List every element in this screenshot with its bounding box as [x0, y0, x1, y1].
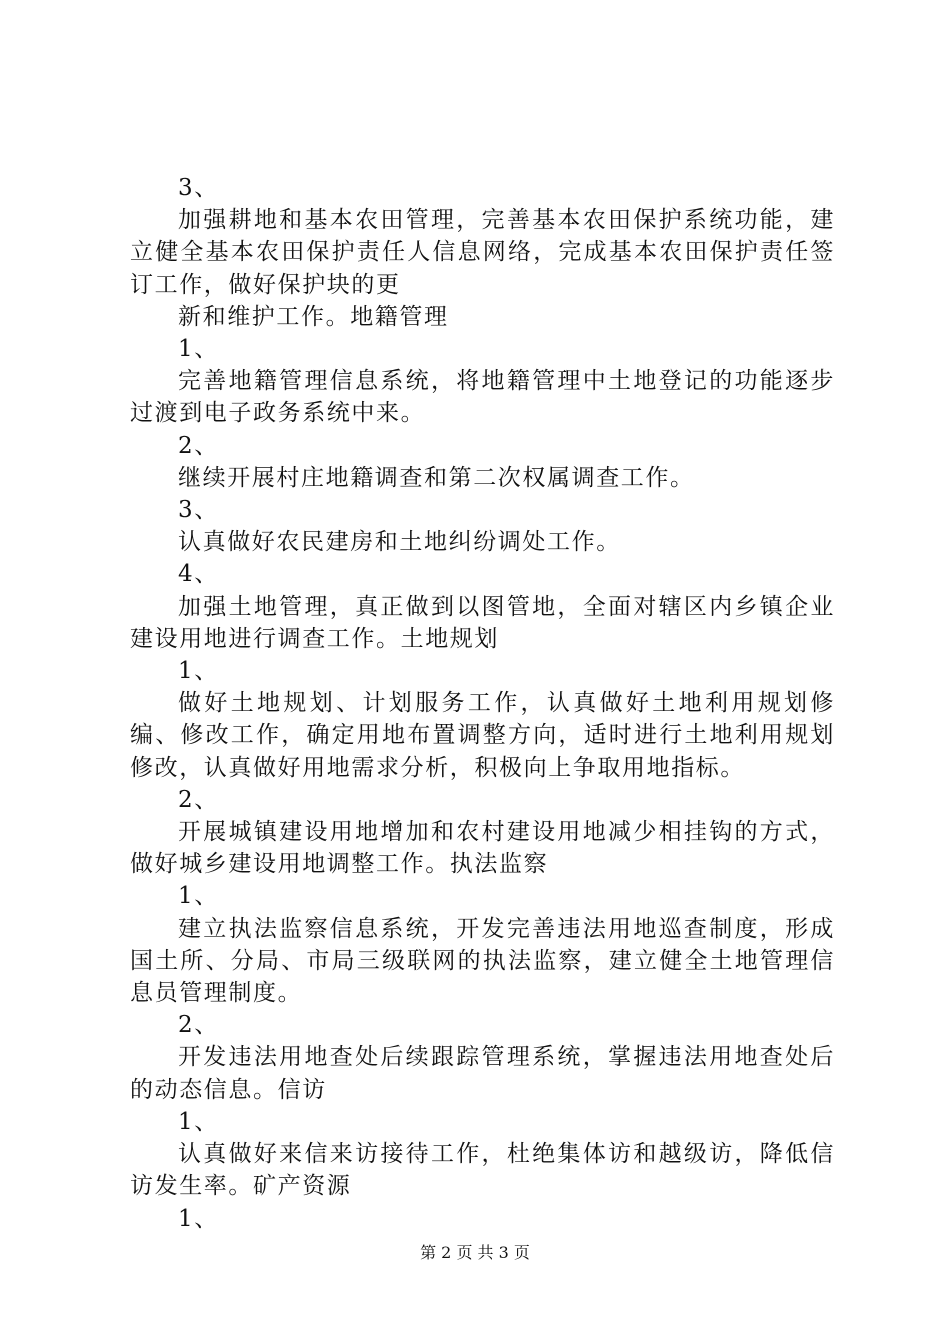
paragraph: 新和维护工作。地籍管理 — [178, 303, 449, 330]
item-number: 2、 — [178, 432, 219, 459]
item-number: 2、 — [178, 786, 219, 813]
paragraph: 完善地籍管理信息系统，将地籍管理中土地登记的功能逐步过渡到电子政务系统中来。 — [130, 368, 835, 427]
item-number: 3、 — [178, 497, 219, 524]
item-number: 1、 — [178, 1205, 219, 1232]
item-number: 4、 — [178, 561, 219, 588]
paragraph: 加强土地管理，真正做到以图管地，全面对辖区内乡镇企业建设用地进行调查工作。土地规划 — [130, 593, 835, 652]
paragraph: 加强耕地和基本农田管理，完善基本农田保护系统功能，建立健全基本农田保护责任人信息网络，完成基本农田保护责任签订工作，做好保护块的更 — [130, 207, 835, 298]
item-number: 3、 — [178, 175, 219, 201]
paragraph: 建立执法监察信息系统，开发完善违法用地巡查制度，形成国土所、分局、市局三级联网的执法监察，建立健全土地管理信息员管理制度。 — [130, 915, 835, 1007]
item-number: 1、 — [178, 658, 219, 685]
item-number: 1、 — [178, 1108, 219, 1135]
paragraph: 做好土地规划、计划服务工作，认真做好土地利用规划修编、修改工作，确定用地布置调整方向，适时进行土地利用规划修改，认真做好用地需求分析，积极向上争取用地指标。 — [130, 690, 835, 781]
document-body — [130, 172, 835, 1235]
page-footer: 第 2 页 共 3 页 — [420, 1243, 530, 1262]
paragraph: 认真做好来信来访接待工作，杜绝集体访和越级访，降低信访发生率。矿产资源 — [130, 1141, 835, 1200]
item-number: 2、 — [178, 1012, 219, 1039]
paragraph: 认真做好农民建房和土地纠纷调处工作。 — [178, 529, 621, 556]
paragraph: 开发违法用地查处后续跟踪管理系统，掌握违法用地查处后的动态信息。信访 — [130, 1044, 835, 1103]
paragraph: 开展城镇建设用地增加和农村建设用地减少相挂钩的方式，做好城乡建设用地调整工作。执法监察 — [130, 819, 835, 878]
item-number: 1、 — [178, 883, 219, 910]
paragraph: 继续开展村庄地籍调查和第二次权属调查工作。 — [178, 464, 695, 491]
item-number: 1、 — [178, 336, 219, 363]
